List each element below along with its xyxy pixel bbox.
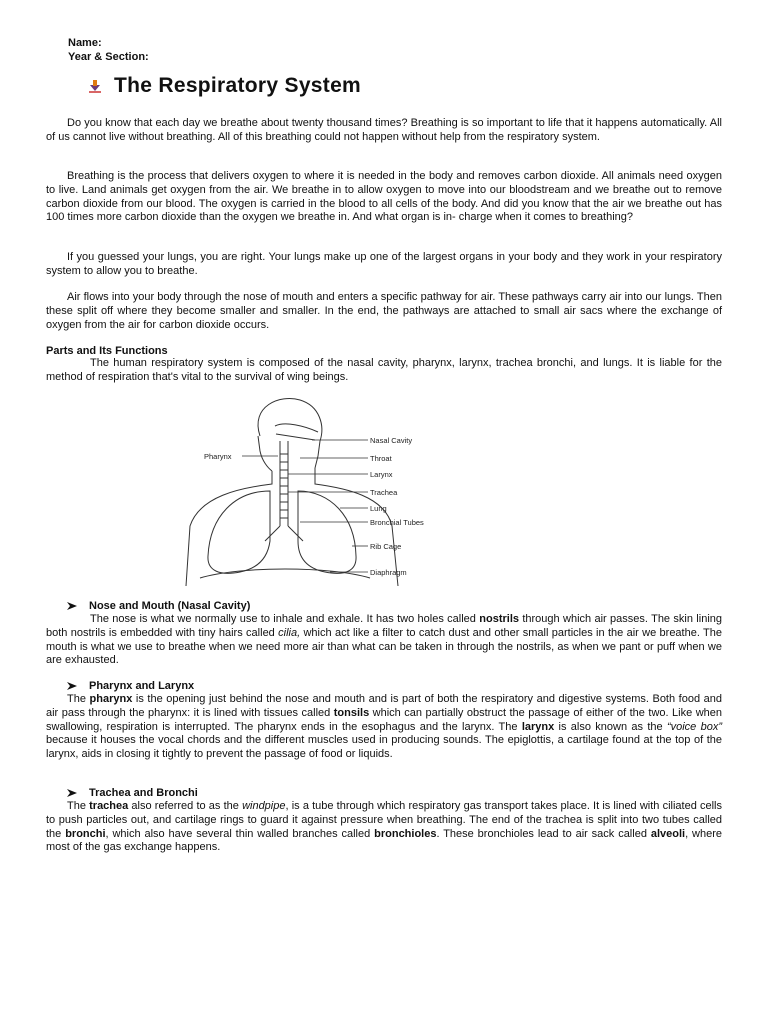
parts-heading: Parts and Its Functions: [46, 345, 168, 357]
bullet-icon: [86, 77, 104, 95]
intro-paragraph-2: Breathing is the process that delivers oxygen to where it is needed in the body and removes carbon dioxide. All animals need oxygen to live. Land animals get oxygen from the air. We breathe in to allow oxygen to move into our bloodstream and we breathe out to remove carbon dioxide from our blood. The oxygen is carried in the blood to all cells of the body. And did you know that the air we breathe out has 100 times more carbon dioxide than the oxygen we breathe in. And what organ is in- charge when it comes to breathing?: [46, 170, 722, 224]
trachea-text: The trachea also referred to as the windpipe, is a tube through which respiratory gas transport takes place. It is lined with ciliated cells to push particles out, and cartilage rings to guard it against pressure when breathing. The end of the trachea is split into two tubes called the bronchi, which also have several thin walled branches called bronchioles. These bronchioles lead to air sack called alveoli, where most of the gas exchange happens.: [46, 800, 722, 854]
diagram-label-rib-cage: Rib Cage: [370, 542, 402, 551]
parts-section: [46, 345, 722, 385]
respiratory-diagram: [180, 396, 430, 591]
diagram-label-lung: Lung: [370, 504, 387, 513]
diagram-label-pharynx: Pharynx: [204, 452, 232, 461]
diagram-label-nasal-cavity: Nasal Cavity: [370, 436, 413, 445]
pharynx-text: The pharynx is the opening just behind the nose and mouth and is part of both the respiratory and digestive systems. Both food and air pass through the pharynx: it is lined with tissues called tonsils which can partially obstruct the passage of either of the two. Like when swallowing, respiration is interrupted. The pharynx ends in the esophagus and the larynx. The larynx is also known as the “voice box” because it houses the vocal chords and the different muscles used in producing sounds. The epiglottis, a cartilage found at the top of the larynx, aids in closing it tightly to prevent the passage of food or liquids.: [46, 693, 723, 761]
nose-text: The nose is what we normally use to inhale and exhale. It has two holes called nostrils through which air passes. The skin lining both nostrils is embedded with tiny hairs called cilia, which act like a filter to catch dust and other small particles in the air we breathe. The mouth is what we use to breathe when we need more air than what can be taken in through the nostrils, as when we pant or puff when we are exhausted.: [46, 613, 722, 667]
diagram-label-larynx: Larynx: [370, 470, 393, 479]
student-header: [68, 36, 149, 64]
arrow-bullet-icon: [67, 681, 77, 691]
trachea-section: [46, 786, 722, 855]
intro-paragraph-1: Do you know that each day we breathe about twenty thousand times? Breathing is so important to life that it happens automatically. All of us cannot live without breathing. All of this breathing could not happen without help from the respiratory system.: [46, 117, 722, 143]
arrow-bullet-icon: [67, 601, 77, 611]
diagram-label-bronchial-tubes: Bronchial Tubes: [370, 518, 424, 527]
intro-paragraph-4: Air flows into your body through the nose of mouth and enters a specific pathway for air. These pathways carry air into our lungs. Then these split off where they become smaller and smaller. In the end, the pathways are attached to small air sacs where the exchange of oxygen from the air for carbon dioxide occurs.: [46, 291, 722, 331]
pharynx-section: [46, 679, 722, 762]
nose-section: [46, 599, 722, 668]
diagram-label-throat: Throat: [370, 454, 392, 463]
pharynx-heading: Pharynx and Larynx: [89, 680, 195, 692]
diagram-label-trachea: Trachea: [370, 488, 398, 497]
section-label: Year & Section:: [68, 51, 149, 63]
diagram-label-diaphragm: Diaphragm: [370, 568, 407, 577]
page-title: The Respiratory System: [114, 74, 362, 97]
trachea-heading: Trachea and Bronchi: [89, 787, 198, 799]
intro-paragraph-3: If you guessed your lungs, you are right. Your lungs make up one of the largest organs in your body and they work in your respiratory system to allow you to breathe.: [46, 251, 722, 277]
arrow-bullet-icon: [67, 788, 77, 798]
parts-text: The human respiratory system is composed of the nasal cavity, pharynx, larynx, trachea bronchi, and lungs. It is liable for the method of respiration that's vital to the survival of wing beings.: [46, 357, 722, 383]
name-label: Name:: [68, 37, 102, 49]
nose-heading: Nose and Mouth (Nasal Cavity): [89, 600, 251, 612]
title-row: [86, 74, 361, 98]
